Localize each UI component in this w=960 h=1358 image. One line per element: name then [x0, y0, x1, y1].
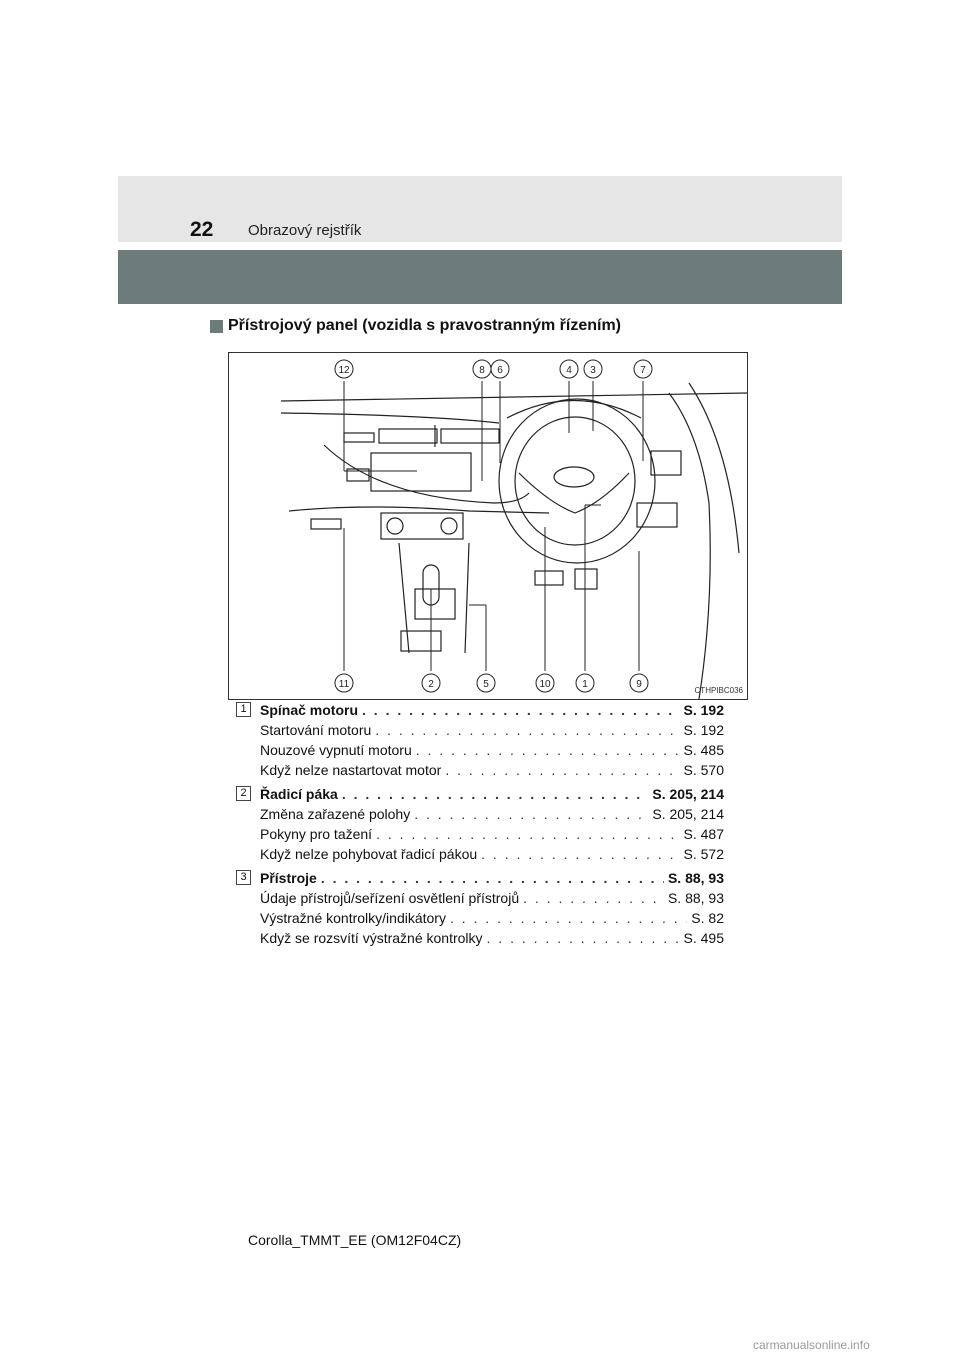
center-vent-right	[441, 429, 499, 443]
entry-main-label: Řadicí páka	[260, 786, 338, 802]
steering-spoke	[519, 473, 629, 513]
callout-7-label: 7	[640, 365, 646, 376]
page-number: 22	[190, 218, 214, 241]
entry-main-row	[260, 868, 724, 888]
sub-page: S. 570	[683, 762, 724, 778]
entry-sub-row	[260, 844, 724, 864]
entry-3	[236, 868, 724, 948]
sub-page: S. 485	[683, 742, 724, 758]
callout-10-label: 10	[539, 679, 551, 690]
entry-main-page: S. 192	[683, 702, 724, 718]
climate-panel	[381, 513, 463, 539]
callout-6-label: 6	[497, 365, 503, 376]
callout-4-label: 4	[566, 365, 572, 376]
pedal-right	[575, 569, 597, 589]
entry-main-row	[260, 700, 724, 720]
section-title: Přístrojový panel (vozidla s pravostranným řízením)	[228, 317, 621, 334]
steering-wheel-inner	[515, 417, 635, 545]
callout-12-label: 12	[338, 365, 350, 376]
sub-label: Nouzové vypnutí motoru	[260, 742, 412, 758]
steering-wheel-outer	[499, 399, 655, 563]
entry-main-row	[260, 784, 724, 804]
entry-sub-row	[260, 760, 724, 780]
watermark-text: carmanualsonline.info	[753, 1338, 870, 1352]
center-vent-left	[379, 429, 437, 443]
leader-dots	[321, 868, 664, 888]
section-heading	[210, 317, 621, 335]
entry-sub-row	[260, 804, 724, 824]
dashboard-illustration	[228, 352, 748, 700]
sub-label: Když nelze nastartovat motor	[260, 762, 442, 778]
sub-page: S. 205, 214	[652, 806, 724, 822]
entry-main-page: S. 205, 214	[652, 786, 724, 802]
leader-dots	[375, 720, 679, 740]
leader-dots	[414, 804, 648, 824]
climate-knob-left	[387, 518, 403, 534]
leader-dots	[450, 908, 687, 928]
callout-9-label: 9	[636, 679, 642, 690]
sub-label: Startování motoru	[260, 722, 372, 738]
leader-dots	[481, 844, 679, 864]
dash-lower-contour	[289, 507, 549, 513]
center-display	[371, 453, 471, 491]
climate-knob-right	[441, 518, 457, 534]
sub-page: S. 192	[683, 722, 724, 738]
entry-sub-row	[260, 824, 724, 844]
pedal-left	[535, 571, 563, 585]
entry-sub-row	[260, 720, 724, 740]
callout-1-label: 1	[582, 679, 588, 690]
dash-contour	[324, 445, 529, 503]
dash-upper-line	[281, 413, 499, 423]
callout-11-label: 11	[338, 679, 350, 690]
leader-dots	[416, 740, 680, 760]
entry-sub-row	[260, 740, 724, 760]
leader-dots	[362, 700, 680, 720]
leader-dots	[523, 888, 664, 908]
header-dark-band	[118, 250, 842, 304]
sub-page: S. 487	[683, 826, 724, 842]
leader-dots	[376, 824, 679, 844]
leader-dots	[342, 784, 649, 804]
sub-label: Když nelze pohybovat řadicí pákou	[260, 846, 478, 862]
right-vent	[651, 451, 681, 475]
dash-top-edge	[281, 393, 747, 401]
pillar-far-right	[689, 383, 739, 553]
callout-8-label: 8	[479, 365, 485, 376]
right-switch-panel	[637, 503, 677, 527]
sub-label: Výstražné kontrolky/indikátory	[260, 910, 446, 926]
instrument-cluster	[507, 401, 641, 419]
leader-dots	[445, 760, 679, 780]
far-left-vent	[311, 519, 341, 529]
sub-label: Změna zařazené polohy	[260, 806, 411, 822]
callout-3-label: 3	[590, 365, 596, 376]
left-vent	[344, 433, 374, 442]
entry-1	[236, 700, 724, 780]
sub-label: Údaje přístrojů/seřízení osvětlení přístrojů	[260, 890, 520, 906]
figure-code: CTHPIBC036	[694, 686, 743, 695]
header-band	[118, 176, 842, 242]
sub-page: S. 495	[683, 930, 724, 946]
entry-number: 2	[236, 786, 251, 801]
section-square-icon	[210, 320, 223, 333]
pillar-right	[669, 393, 710, 699]
entry-sub-row	[260, 908, 724, 928]
footer-text: Corolla_TMMT_EE (OM12F04CZ)	[248, 1232, 462, 1248]
dashboard-drawing	[229, 353, 747, 699]
callout-5-label: 5	[483, 679, 489, 690]
sub-page: S. 572	[683, 846, 724, 862]
sub-label: Když se rozsvítí výstražné kontrolky	[260, 930, 483, 946]
steering-hub	[554, 467, 594, 487]
sub-page: S. 88, 93	[667, 890, 724, 906]
sub-page: S. 82	[691, 910, 724, 926]
entry-main-label: Přístroje	[260, 870, 317, 886]
entry-2	[236, 784, 724, 864]
entry-main-label: Spínač motoru	[260, 702, 359, 718]
callout-2-label: 2	[428, 679, 434, 690]
entry-sub-row	[260, 928, 724, 948]
entry-number: 3	[236, 870, 251, 885]
entry-main-page: S. 88, 93	[667, 870, 724, 886]
entry-number: 1	[236, 702, 251, 717]
header-title: Obrazový rejstřík	[248, 222, 362, 239]
console	[399, 543, 469, 653]
sub-label: Pokyny pro tažení	[260, 826, 373, 842]
entry-sub-row	[260, 888, 724, 908]
leader-dots	[487, 928, 680, 948]
